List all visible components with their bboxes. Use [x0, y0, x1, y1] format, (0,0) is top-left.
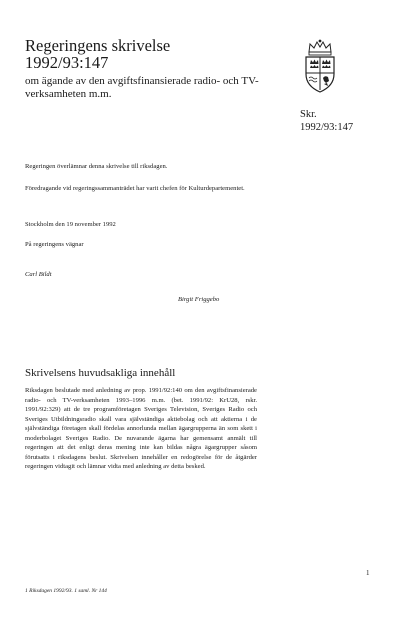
- document-subtitle: om ägande av den avgiftsfinansierade radio- och TV-verksamheten m.m.: [25, 75, 259, 100]
- skr-reference: [300, 109, 353, 134]
- intro-paragraph-1: Regeringen överlämnar denna skrivelse till riksdagen.: [25, 163, 168, 170]
- swedish-coat-of-arms-icon: [300, 38, 340, 94]
- title-line-1: Regeringens skrivelse: [25, 36, 171, 55]
- section-heading: Skrivelsens huvudsakliga innehåll: [25, 367, 176, 379]
- section-body: Riksdagen beslutade med anledning av prop. 1991/92:140 om den avgiftsfinansierade radio- och TV-verksamheten 1993–1996 m.m. (bet. 1991/92: KrU28, rskr. 1991/92:329) att de tre programföretagen Sveriges Television, Sveriges Radio och Sveriges Utbildningsradio skall vara självständiga aktiebolag och att aktierna i de självständiga företagen skall fördelas annorlunda mellan ägargrupperna än som skett i moderbolaget Sveriges Radio. De nuvarande ägarna har gemensamt anmält till regeringen att det enligt deras mening inte kan bildas några ägargrupper såsom förutsatts i riksdagens beslut. Skrivelsen innehåller en redogörelse för de åtgärder regeringen vidtagit och lämnar vidta med anledning av detta besked.: [25, 387, 257, 470]
- signature-minister: Birgit Friggebo: [178, 296, 220, 303]
- page-number: 1: [366, 569, 370, 577]
- date-line: Stockholm den 19 november 1992: [25, 221, 116, 228]
- title-line-2: 1992/93:147: [25, 53, 109, 72]
- footer-note: 1 Riksdagen 1992/93. 1 saml. Nr 144: [25, 588, 107, 594]
- signature-prime-minister: Carl Bildt: [25, 271, 52, 278]
- intro-paragraph-2: Föredragande vid regeringssammanträdet har varit chefen för Kulturdepartementet.: [25, 185, 245, 192]
- skr-label: Skr.: [300, 109, 317, 120]
- on-behalf-line: På regeringens vägnar: [25, 241, 84, 248]
- document-title: [25, 37, 170, 71]
- skr-number: 1992/93:147: [300, 121, 354, 133]
